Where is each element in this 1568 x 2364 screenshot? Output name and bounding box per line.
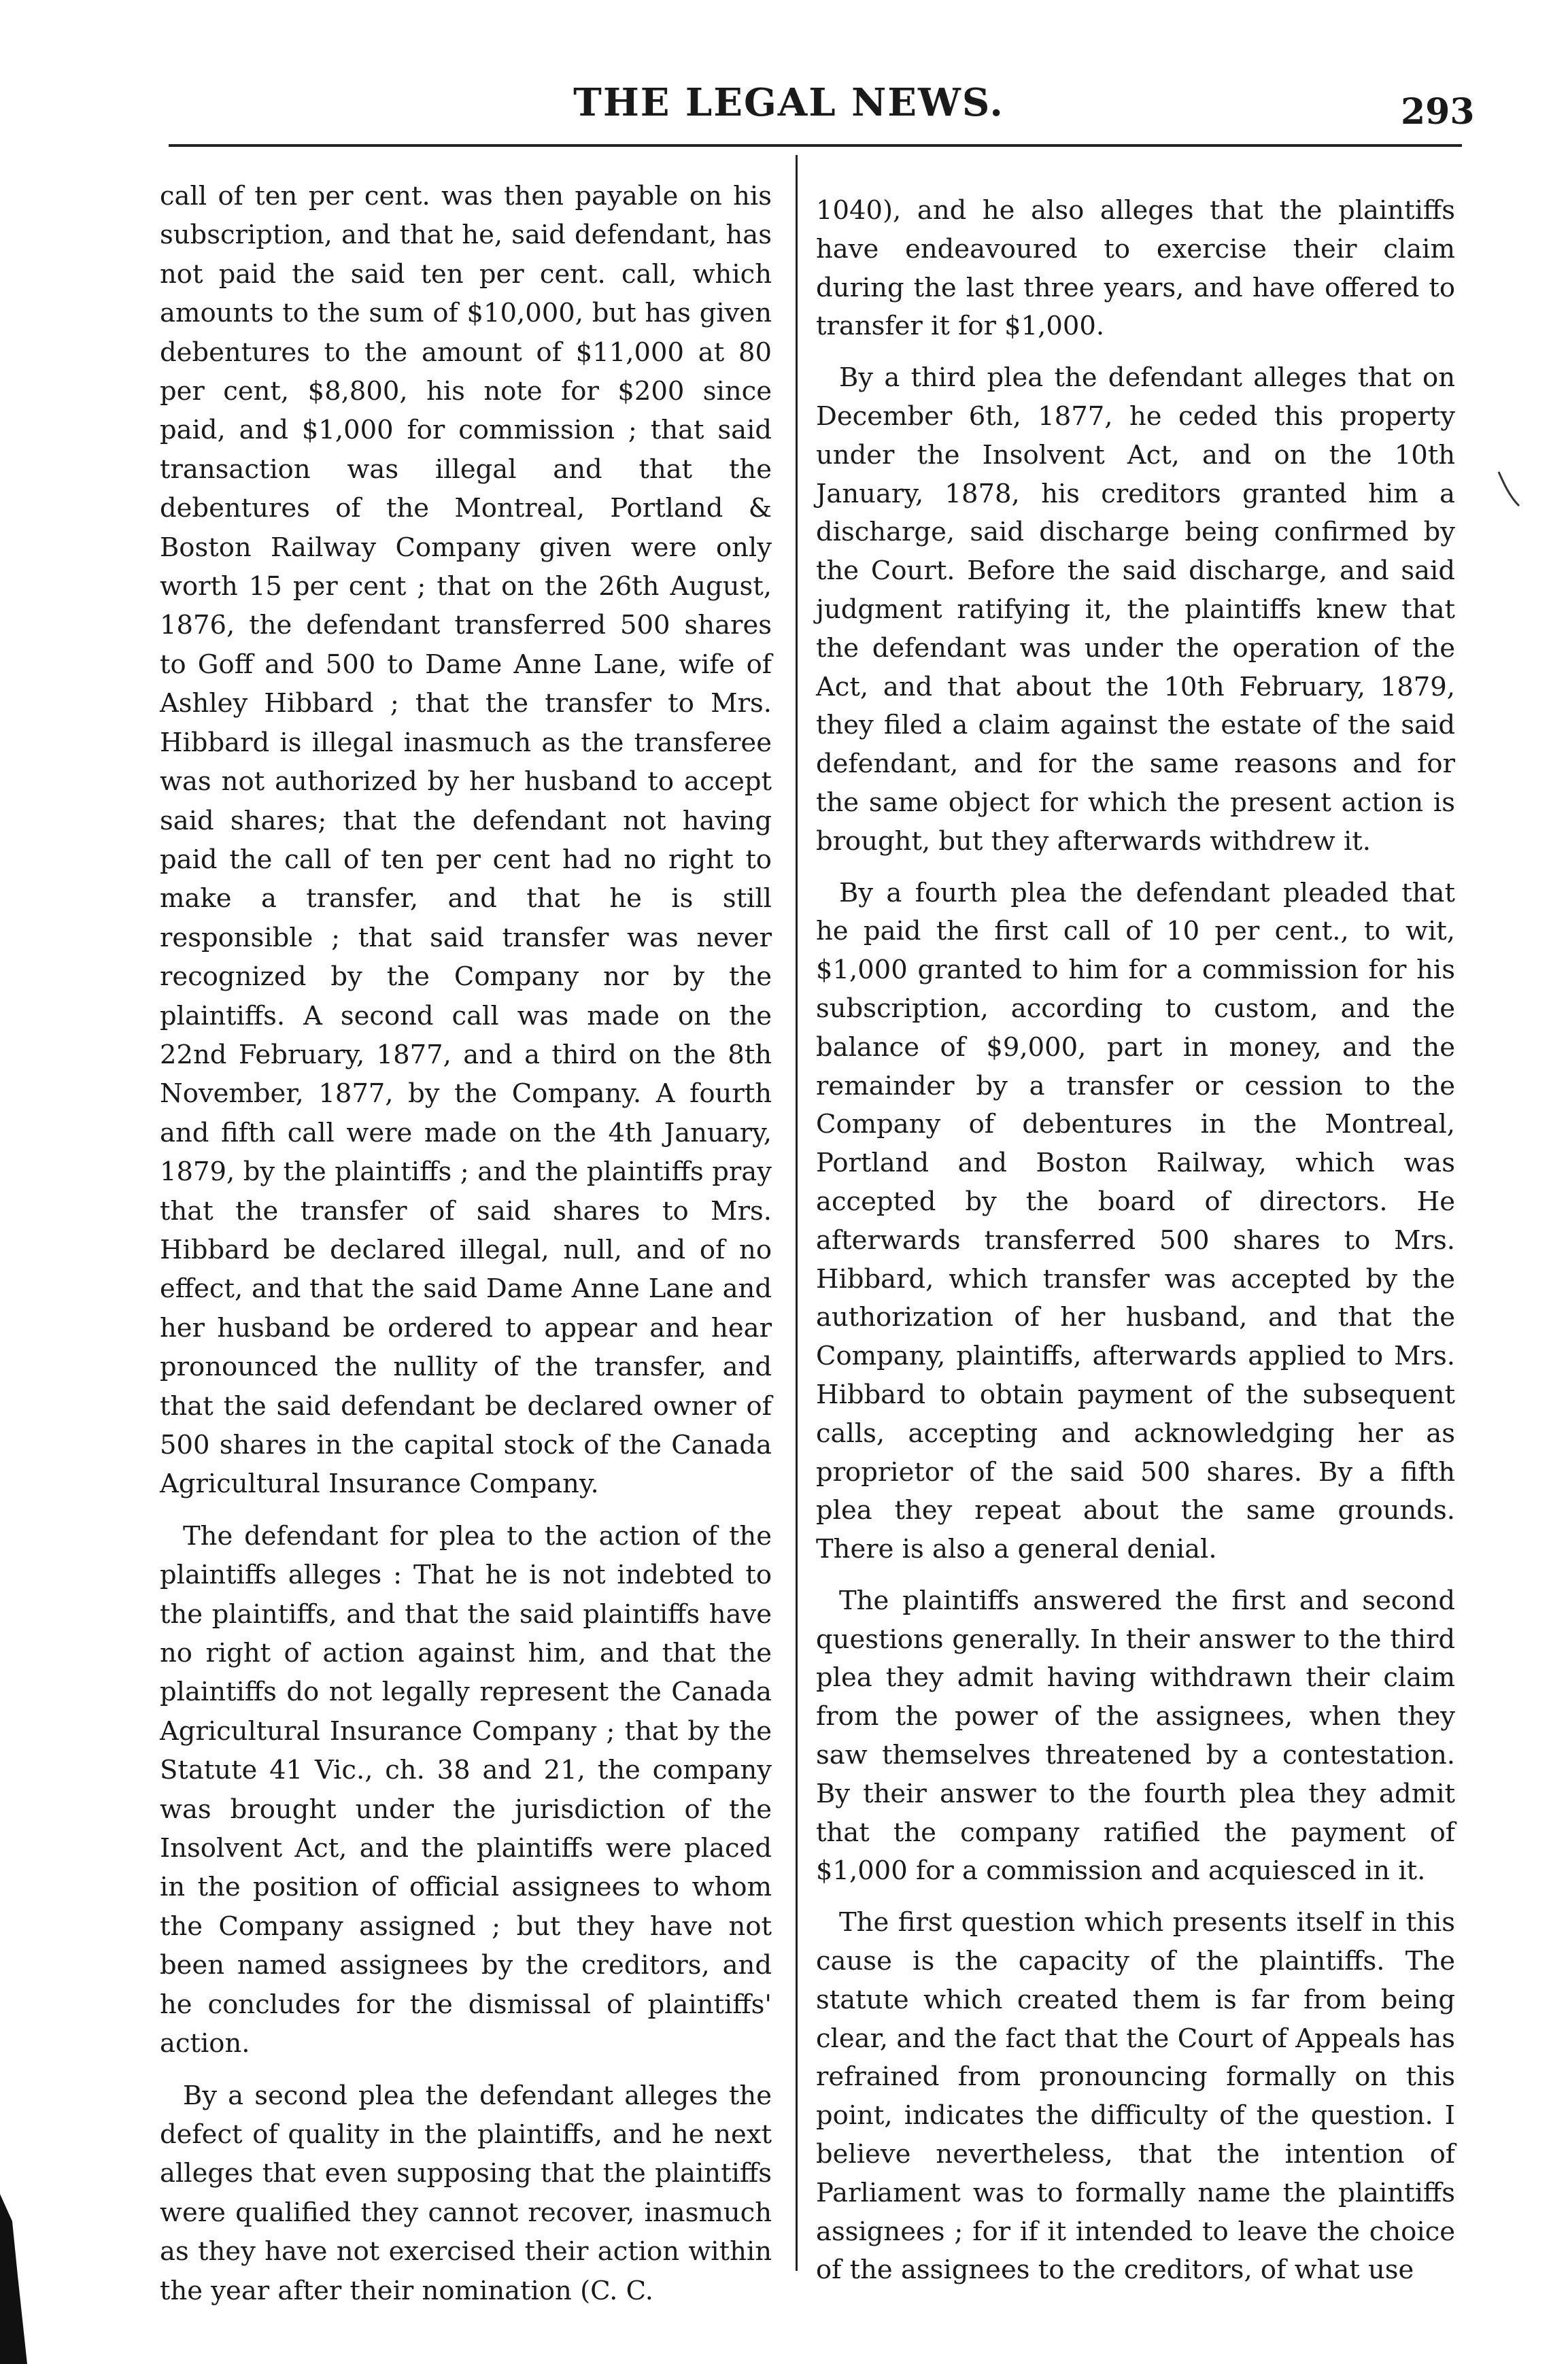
paragraph: By a fourth plea the defendant pleaded that he paid the first call of 10 per cent., to wit, $1,000 granted to him for a commission for his subscription, according to custom, and the balance of $9,000, part in money, and the remainder by a transfer or cession to the Company of debentures in the Montreal, Portland and Boston Railway, which was accepted by the board of directors. He afterwards transferred 500 shares to Mrs. Hibbard, which transfer was accepted by the authorization of her husband, and that the Company, plaintiffs, afterwards applied to Mrs. Hibbard to obtain payment of the subsequent calls, accepting and acknowledging her as proprietor of the said 500 shares. By a fifth plea they repeat about the same grounds. There is also a general denial. <box>816 877 1455 1565</box>
paragraph: The defendant for plea to the action of the plaintiffs alleges : That he is not indebted to the plaintiffs, and that the said plaintiffs have no right of action against him, and that the plaintiffs do not legally represent the Canada Agricultural Insurance Company ; that by the Statute 41 Vic., ch. 38 and 21, the company was brought under the jurisdiction of the Insolvent Act, and the plaintiffs were placed in the position of official assignees to whom the Company assigned ; but they have not been named assignees by the creditors, and he concludes for the dismissal of plaintiffs' action. <box>160 1520 772 2059</box>
page-header <box>0 0 1568 163</box>
header-rule <box>169 144 1462 147</box>
running-title: THE LEGAL NEWS. <box>573 80 1004 125</box>
right-column <box>816 192 1455 2303</box>
paragraph: By a third plea the defendant alleges that on December 6th, 1877, he ceded this property under the Insolvent Act, and on the 10th January, 1878, his creditors granted him a discharge, said discharge being confirmed by the Court. Before the said discharge, and said judgment ratifying it, the plaintiffs knew that the defendant was under the operation of the Act, and that about the 10th February, 1879, they filed a claim against the estate of the said defendant, and for the same reasons and for the same object for which the present action is brought, but they afterwards withdrew it. <box>816 362 1455 857</box>
paragraph: 1040), and he also alleges that the plaintiffs have endeavoured to exercise their claim during the last three years, and have offered to transfer it for $1,000. <box>816 195 1455 342</box>
page-number: 293 <box>1401 91 1475 133</box>
paragraph: The plaintiffs answered the first and second questions generally. In their answer to the third plea they admit having withdrawn their claim from the power of the assignees, when they saw themselves threatened by a contestation. By their answer to the fourth plea they admit that the company ratified the payment of $1,000 for a commission and acquiesced in it. <box>816 1585 1455 1887</box>
paragraph: By a second plea the defendant alleges the defect of quality in the plaintiffs, and he next alleges that even supposing that the plaintiffs were qualified they cannot recover, inasmuch as they have not exercised their action within the year after their nomination (C. C. <box>160 2080 772 2306</box>
column-divider <box>796 155 798 2271</box>
paragraph: call of ten per cent. was then payable on his subscription, and that he, said defendant, has not paid the said ten per cent. call, which amounts to the sum of $10,000, but has given debentures to the amount of $11,000 at 80 per cent, $8,800, his note for $200 since paid, and $1,000 for commission ; that said transaction was illegal and that the debentures of the Montreal, Portland & Boston Railway Company given were only worth 15 per cent ; that on the 26th August, 1876, the defendant transferred 500 shares to Goff and 500 to Dame Anne Lane, wife of Ashley Hibbard ; that the transfer to Mrs. Hibbard is illegal inasmuch as the transferee was not authorized by her husband to accept said shares; that the defendant not having paid the call of ten per cent had no right to make a transfer, and that he is still responsible ; that said transfer was never recognized by the Company nor by the plaintiffs. A second call was made on the 22nd February, 1877, and a third on the 8th November, 1877, by the Company. A fourth and fifth call were made on the 4th January, 1879, by the plaintiffs ; and the plaintiffs pray that the transfer of said shares to Mrs. Hibbard be declared illegal, null, and of no effect, and that the said Dame Anne Lane and her husband be ordered to appear and hear pronounced the nullity of the transfer, and that the said defendant be declared owner of 500 shares in the capital stock of the Canada Agricultural Insurance Company. <box>160 181 772 1500</box>
margin-pencil-mark <box>1496 469 1523 510</box>
paragraph: The first question which presents itself in this cause is the capacity of the plaintiffs. The statute which created them is far from being clear, and the fact that the Court of Appeals has refrained from pronouncing formally on this point, indicates the difficulty of the question. I believe nevertheless, that the intention of Parliament was to formally name the plaintiffs assignees ; for if it intended to leave the choice of the assignees to the creditors, of what use <box>816 1907 1455 2286</box>
binding-edge-shadow <box>0 2194 41 2364</box>
left-column <box>160 177 772 2323</box>
